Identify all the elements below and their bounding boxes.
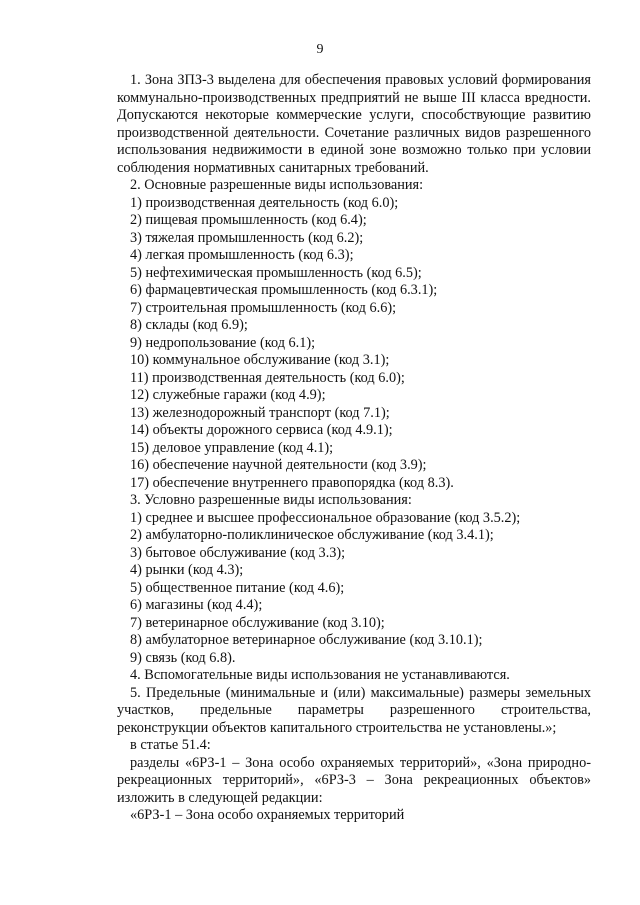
list-item: 8) склады (код 6.9); <box>130 317 248 333</box>
list-item: 6) магазины (код 4.4); <box>130 597 263 613</box>
limits-paragraph: 5. Предельные (минимальные и (или) максимальные) размеры земельных участков, предельные параметры разрешенного строительства, реконструкции объектов капитального строительства не установлены.»; <box>117 684 591 736</box>
list-item: 16) обеспечение научной деятельности (код 3.9); <box>130 457 427 473</box>
list-item: 6) фармацевтическая промышленность (код 6.3.1); <box>130 282 438 298</box>
main-uses-heading: 2. Основные разрешенные виды использования: <box>130 177 424 193</box>
list-item: 9) недропользование (код 6.1); <box>130 334 316 351</box>
list-item: 11) производственная деятельность (код 6.0); <box>130 369 405 386</box>
section-heading: «6РЗ-1 – Зона особо охраняемых территорий <box>130 807 405 823</box>
list-item: 3) бытовое обслуживание (код 3.3); <box>130 544 346 561</box>
document-body <box>117 72 591 825</box>
zone-description-paragraph: 1. Зона ЗПЗ-3 выделена для обеспечения правовых условий формирования коммунально-производственных предприятий не выше III класса вредности. Допускаются некоторые коммерческие услуги, способствующие развитию производственной деятельности. Сочетание различных видов разрешенного использования недвижимости в единой зоне возможно только при условии соблюдения нормативных санитарных требований. <box>117 72 591 176</box>
list-item: 12) служебные гаражи (код 4.9); <box>130 387 326 403</box>
list-item: 17) обеспечение внутреннего правопорядка (код 8.3). <box>130 474 454 491</box>
list-item: 1) среднее и высшее профессиональное образование (код 3.5.2); <box>130 509 521 526</box>
article-reference: в статье 51.4: <box>130 737 211 753</box>
list-item: 13) железнодорожный транспорт (код 7.1); <box>130 404 390 421</box>
list-item: 3) тяжелая промышленность (код 6.2); <box>130 229 364 246</box>
list-item: 5) общественное питание (код 4.6); <box>130 579 345 596</box>
list-item: 2) пищевая промышленность (код 6.4); <box>130 212 367 228</box>
list-item: 4) рынки (код 4.3); <box>130 562 244 578</box>
list-item: 2) амбулаторно-поликлиническое обслуживание (код 3.4.1); <box>130 527 494 543</box>
list-item: 7) ветеринарное обслуживание (код 3.10); <box>130 614 385 631</box>
list-item: 4) легкая промышленность (код 6.3); <box>130 247 354 263</box>
auxiliary-uses-paragraph: 4. Вспомогательные виды использования не устанавливаются. <box>130 667 510 683</box>
list-item: 1) производственная деятельность (код 6.0); <box>130 194 399 211</box>
page-number: 9 <box>316 42 324 57</box>
list-item: 5) нефтехимическая промышленность (код 6.5); <box>130 264 422 281</box>
sections-paragraph: разделы «6РЗ-1 – Зона особо охраняемых территорий», «Зона природно-рекреационных территорий», «6РЗ-3 – Зона рекреационных объектов» изложить в следующей редакции: <box>117 754 591 806</box>
list-item: 10) коммунальное обслуживание (код 3.1); <box>130 352 390 368</box>
list-item: 9) связь (код 6.8). <box>130 649 236 666</box>
list-item: 7) строительная промышленность (код 6.6); <box>130 299 397 316</box>
list-item: 15) деловое управление (код 4.1); <box>130 439 334 456</box>
conditional-uses-heading: 3. Условно разрешенные виды использования: <box>130 492 412 508</box>
list-item: 14) объекты дорожного сервиса (код 4.9.1); <box>130 422 393 438</box>
list-item: 8) амбулаторное ветеринарное обслуживание (код 3.10.1); <box>130 632 483 648</box>
